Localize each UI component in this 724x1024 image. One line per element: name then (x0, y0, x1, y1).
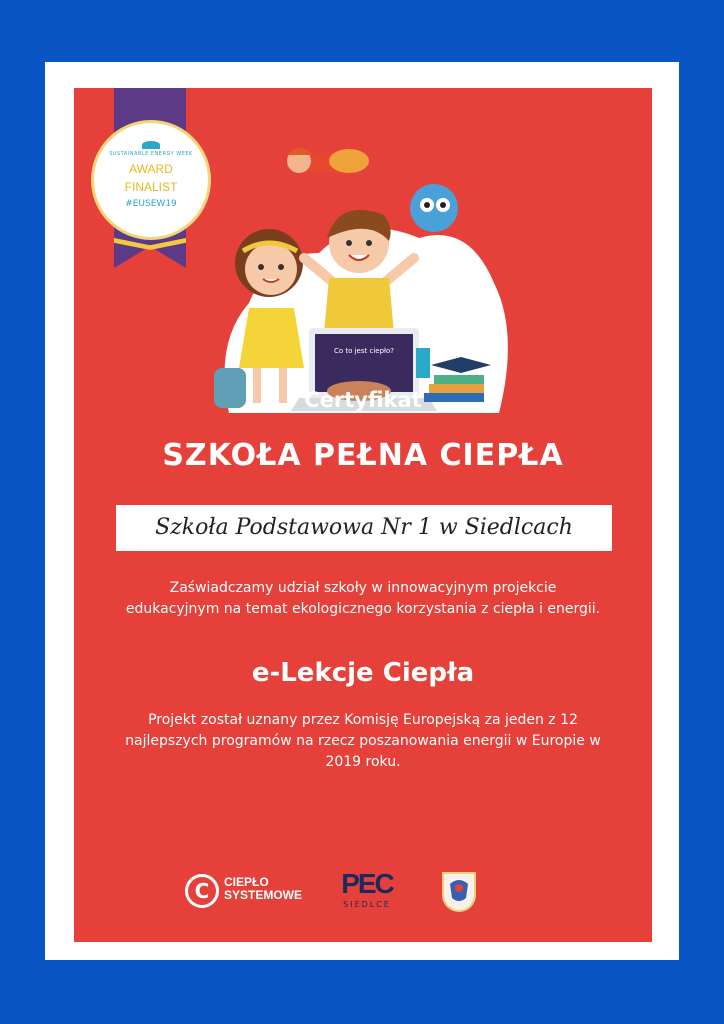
pec-logo: PEC (341, 868, 393, 899)
cieplo-line2: SYSTEMOWE (224, 888, 303, 902)
cieplo-systemowe-text (224, 876, 304, 902)
project-text: Projekt został uznany przez Komisję Europejską za jeden z 12 najlepszych programów na rzecz poszanowania energii w Europie w 2019 roku. (125, 712, 601, 770)
siedlce-crest-icon (442, 872, 476, 912)
school-name: Szkoła Podstawowa Nr 1 w Siedlcach (155, 515, 573, 540)
certificate-panel (74, 88, 652, 942)
certificate-title: SZKOŁA PEŁNA CIEPŁA (162, 438, 564, 473)
certificate-description: Zaświadczamy udział szkoły w innowacyjnym projekcie edukacyjnym na temat ekologicznego korzystania z ciepła i energii. (125, 580, 601, 617)
badge-award-line2: FINALIST (124, 180, 178, 194)
flying-girl-icon (287, 148, 369, 173)
award-badge (91, 120, 211, 240)
pec-subtitle: SIEDLCE (343, 900, 391, 909)
badge-org: SUSTAINABLE ENERGY WEEK (109, 151, 193, 157)
eusew-logo-icon (142, 141, 160, 149)
school-name-box (116, 505, 612, 551)
certificate-label: Certyfikat (304, 388, 422, 412)
cieplo-line1: CIEPŁO (224, 875, 269, 889)
blue-monster-icon (410, 184, 458, 232)
cieplo-systemowe-logo-icon: C (185, 874, 219, 908)
sponsor-logos (74, 866, 652, 916)
project-name: e-Lekcje Ciepła (251, 658, 475, 688)
badge-award-line1: AWARD (129, 162, 173, 176)
badge-hashtag: #EUSEW19 (125, 199, 177, 209)
kids-illustration (209, 143, 519, 418)
laptop-screen-text: Co to jest ciepło? (333, 347, 395, 355)
